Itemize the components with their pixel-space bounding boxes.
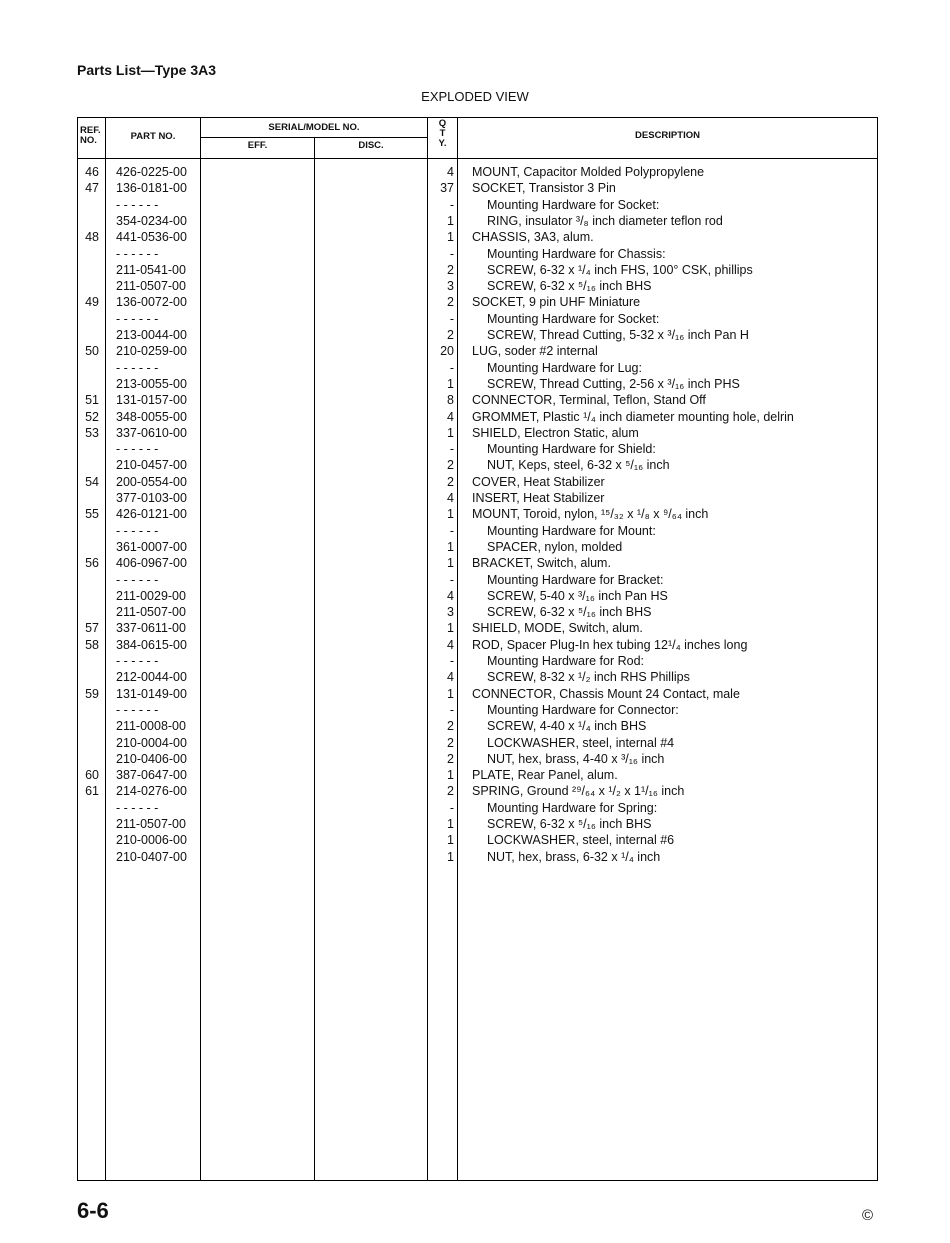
qty-cell: 4 [447, 670, 454, 685]
description-cell: SOCKET, 9 pin UHF Miniature [472, 295, 641, 310]
qty-cell: - [449, 654, 454, 668]
table-row [77, 523, 878, 539]
table-row [77, 490, 878, 506]
description-cell: SHIELD, MODE, Switch, alum. [472, 621, 643, 636]
description-cell: PLATE, Rear Panel, alum. [472, 768, 618, 783]
qty-cell: 1 [447, 833, 454, 848]
table-row [77, 164, 878, 180]
description-cell: Mounting Hardware for Shield: [487, 442, 656, 457]
description-cell: SCREW, 6-32 x ⁵/₁₆ inch BHS [487, 817, 652, 831]
ref-no-cell: 61 [85, 784, 99, 799]
table-bottom-border [77, 1180, 878, 1181]
qty-cell: 2 [447, 474, 454, 489]
table-row [77, 294, 878, 310]
table-top-border [77, 117, 878, 118]
table-row [77, 360, 878, 376]
qty-cell: - [449, 800, 454, 815]
description-cell: Mounting Hardware for Lug: [487, 360, 642, 375]
ref-no-cell: 50 [85, 344, 99, 359]
description-cell: Mounting Hardware for Spring: [487, 800, 658, 815]
ref-no-cell: 59 [85, 686, 99, 701]
table-row [77, 816, 878, 832]
table-row [77, 506, 878, 522]
table-row [77, 735, 878, 751]
ref-no-cell: 54 [85, 474, 99, 489]
description-cell: Mounting Hardware for Socket: [487, 311, 660, 326]
description-cell: SCREW, Thread Cutting, 2-56 x ³/₁₆ inch PHS [487, 376, 740, 391]
ref-no-cell: 60 [85, 768, 99, 783]
qty-cell: 1 [447, 507, 454, 522]
part-no-cell: 406-0967-00 [116, 556, 187, 571]
description-cell: SCREW, 4-40 x ¹/₄ inch BHS [487, 719, 647, 734]
qty-cell: 4 [447, 637, 454, 652]
qty-cell: 1 [447, 425, 454, 440]
qty-cell: 1 [447, 376, 454, 391]
description-cell: SOCKET, Transistor 3 Pin [472, 181, 616, 196]
qty-cell: 1 [447, 768, 454, 783]
part-no-cell: 211-0507-00 [116, 279, 186, 294]
parts-table [77, 117, 878, 1181]
part-no-cell: - - - - - - [116, 360, 159, 375]
table-row [77, 669, 878, 685]
table-row [77, 197, 878, 213]
table-row [77, 229, 878, 245]
description-cell: SCREW, 5-40 x ³/₁₆ inch Pan HS [487, 588, 668, 603]
qty-cell: 3 [447, 605, 454, 620]
part-no-cell: 210-0407-00 [116, 849, 187, 864]
part-no-cell: - - - - - - [116, 197, 159, 212]
qty-cell: - [449, 442, 454, 457]
qty-cell: 4 [447, 165, 454, 179]
description-cell: CONNECTOR, Chassis Mount 24 Contact, male [472, 686, 740, 701]
serial-subheader-rule [200, 137, 428, 138]
table-row [77, 425, 878, 441]
qty-cell: 2 [447, 328, 454, 342]
description-cell: Mounting Hardware for Mount: [487, 523, 656, 538]
qty-cell: 2 [447, 735, 454, 750]
part-no-cell: 210-0004-00 [116, 735, 187, 750]
section-title: Parts List—Type 3A3 [77, 62, 217, 78]
description-cell: LOCKWASHER, steel, internal #4 [487, 735, 675, 750]
description-cell: LUG, soder #2 internal [472, 344, 598, 359]
header-bottom-rule [77, 158, 878, 159]
qty-cell: 4 [447, 588, 454, 603]
description-cell: Mounting Hardware for Chassis: [487, 246, 666, 261]
view-title: EXPLODED VIEW [421, 89, 529, 104]
part-no-cell: 211-0507-00 [116, 817, 186, 831]
description-cell: GROMMET, Plastic ¹/₄ inch diameter mounting hole, delrin [472, 409, 794, 424]
table-row [77, 539, 878, 555]
qty-cell: 2 [447, 719, 454, 734]
ref-no-cell: 46 [85, 165, 99, 179]
part-no-cell: 211-0008-00 [116, 719, 186, 734]
qty-cell: 1 [447, 817, 454, 831]
table-row [77, 604, 878, 620]
table-row [77, 588, 878, 604]
part-no-cell: - - - - - - [116, 311, 159, 326]
part-no-cell: 348-0055-00 [116, 409, 187, 424]
description-cell: SCREW, 8-32 x ¹/₂ inch RHS Phillips [487, 670, 690, 685]
qty-cell: 1 [447, 539, 454, 554]
table-row [77, 620, 878, 636]
table-row [77, 767, 878, 783]
table-row [77, 718, 878, 734]
description-cell: Mounting Hardware for Socket: [487, 197, 660, 212]
description-cell: SCREW, 6-32 x ⁵/₁₆ inch BHS [487, 605, 652, 620]
table-row [77, 327, 878, 343]
part-no-cell: 377-0103-00 [116, 491, 187, 505]
ref-no-cell: 52 [85, 409, 99, 424]
table-row [77, 849, 878, 865]
qty-cell: 37 [440, 181, 454, 196]
part-no-cell: 211-0541-00 [116, 262, 186, 277]
table-row [77, 832, 878, 848]
header-ref-no: REF. NO. [80, 125, 101, 146]
table-row [77, 246, 878, 262]
description-cell: CHASSIS, 3A3, alum. [472, 230, 594, 245]
ref-no-cell: 49 [85, 295, 99, 310]
qty-cell: 2 [447, 262, 454, 277]
table-row [77, 213, 878, 229]
qty-cell: 1 [447, 621, 454, 636]
part-no-cell: 136-0181-00 [116, 181, 187, 196]
table-row [77, 311, 878, 327]
ref-no-cell: 51 [85, 393, 99, 408]
qty-cell: 1 [447, 556, 454, 571]
part-no-cell: - - - - - - [116, 702, 159, 717]
header-disc: DISC. [358, 140, 384, 151]
qty-cell: - [449, 197, 454, 212]
description-cell: ROD, Spacer Plug-In hex tubing 12¹/₄ inches long [472, 637, 748, 652]
part-no-cell: 213-0055-00 [116, 376, 187, 391]
part-no-cell: 211-0029-00 [116, 588, 186, 603]
table-row [77, 653, 878, 669]
qty-cell: - [449, 523, 454, 538]
description-cell: BRACKET, Switch, alum. [472, 556, 611, 571]
part-no-cell: 212-0044-00 [116, 670, 187, 685]
part-no-cell: 210-0006-00 [116, 833, 187, 848]
table-row [77, 376, 878, 392]
part-no-cell: 210-0259-00 [116, 344, 187, 359]
part-no-cell: - - - - - - [116, 654, 159, 668]
table-row [77, 180, 878, 196]
part-no-cell: 426-0225-00 [116, 165, 187, 179]
part-no-cell: - - - - - - [116, 572, 159, 587]
table-row [77, 572, 878, 588]
description-cell: SHIELD, Electron Static, alum [472, 425, 639, 440]
description-cell: MOUNT, Capacitor Molded Polypropylene [472, 165, 705, 179]
table-row [77, 751, 878, 767]
part-no-cell: 210-0406-00 [116, 751, 187, 766]
qty-cell: 4 [447, 491, 454, 505]
table-row [77, 702, 878, 718]
description-cell: NUT, hex, brass, 6-32 x ¹/₄ inch [487, 849, 661, 864]
part-no-cell: - - - - - - [116, 523, 159, 538]
qty-cell: 2 [447, 784, 454, 799]
part-no-cell: 361-0007-00 [116, 539, 187, 554]
description-cell: INSERT, Heat Stabilizer [472, 491, 605, 505]
table-row [77, 343, 878, 359]
table-row [77, 262, 878, 278]
ref-no-cell: 53 [85, 425, 99, 440]
header-serial-model: SERIAL/MODEL NO. [268, 122, 360, 133]
description-cell: SCREW, 6-32 x ⁵/₁₆ inch BHS [487, 279, 652, 294]
part-no-cell: 131-0149-00 [116, 686, 187, 701]
description-cell: Mounting Hardware for Rod: [487, 654, 645, 668]
table-row [77, 392, 878, 408]
table-row [77, 457, 878, 473]
description-cell: MOUNT, Toroid, nylon, ¹⁵/₃₂ x ¹/₈ x ⁹/₆₄ inch [472, 507, 709, 522]
part-no-cell: 211-0507-00 [116, 605, 186, 620]
description-cell: SCREW, 6-32 x ¹/₄ inch FHS, 100° CSK, phillips [487, 262, 753, 277]
header-qty: Q T Y. [438, 118, 447, 149]
description-cell: NUT, hex, brass, 4-40 x ³/₁₆ inch [487, 751, 665, 766]
table-row [77, 409, 878, 425]
part-no-cell: 136-0072-00 [116, 295, 187, 310]
qty-cell: - [449, 572, 454, 587]
part-no-cell: 200-0554-00 [116, 474, 187, 489]
qty-cell: - [449, 246, 454, 261]
table-row [77, 686, 878, 702]
copyright-mark: © [862, 1207, 874, 1224]
description-cell: COVER, Heat Stabilizer [472, 474, 605, 489]
table-row [77, 441, 878, 457]
qty-cell: - [449, 311, 454, 326]
part-no-cell: 384-0615-00 [116, 637, 187, 652]
table-row [77, 800, 878, 816]
qty-cell: 8 [447, 393, 454, 408]
part-no-cell: - - - - - - [116, 442, 159, 457]
ref-no-cell: 48 [85, 230, 99, 245]
qty-cell: - [449, 702, 454, 717]
description-cell: SCREW, Thread Cutting, 5-32 x ³/₁₆ inch Pan H [487, 328, 749, 342]
qty-cell: 1 [447, 230, 454, 245]
table-row [77, 555, 878, 571]
part-no-cell: 426-0121-00 [116, 507, 187, 522]
ref-no-cell: 55 [85, 507, 99, 522]
description-cell: RING, insulator ³/₈ inch diameter teflon rod [487, 213, 723, 228]
header-part-no: PART NO. [130, 131, 176, 142]
qty-cell: 20 [440, 344, 454, 359]
qty-cell: 1 [447, 686, 454, 701]
part-no-cell: 354-0234-00 [116, 213, 187, 228]
part-no-cell: 387-0647-00 [116, 768, 187, 783]
qty-cell: 2 [447, 295, 454, 310]
ref-no-cell: 57 [85, 621, 99, 636]
qty-cell: 4 [447, 409, 454, 424]
ref-no-cell: 56 [85, 556, 99, 571]
part-no-cell: 337-0610-00 [116, 425, 187, 440]
table-row [77, 783, 878, 799]
part-no-cell: - - - - - - [116, 800, 159, 815]
description-cell: Mounting Hardware for Connector: [487, 702, 679, 717]
description-cell: NUT, Keps, steel, 6-32 x ⁵/₁₆ inch [487, 458, 670, 473]
table-row [77, 474, 878, 490]
qty-cell: 1 [447, 213, 454, 228]
part-no-cell: 214-0276-00 [116, 784, 187, 799]
description-cell: Mounting Hardware for Bracket: [487, 572, 664, 587]
part-no-cell: 337-0611-00 [116, 621, 186, 636]
part-no-cell: 213-0044-00 [116, 328, 187, 342]
qty-cell: - [449, 360, 454, 375]
qty-cell: 2 [447, 458, 454, 473]
header-eff: EFF. [247, 140, 268, 151]
page-number: 6-6 [77, 1198, 109, 1223]
ref-no-cell: 58 [85, 637, 99, 652]
part-no-cell: 441-0536-00 [116, 230, 187, 245]
description-cell: CONNECTOR, Terminal, Teflon, Stand Off [472, 393, 706, 408]
qty-cell: 2 [447, 751, 454, 766]
description-cell: LOCKWASHER, steel, internal #6 [487, 833, 675, 848]
part-no-cell: - - - - - - [116, 246, 159, 261]
header-description: DESCRIPTION [635, 130, 700, 141]
part-no-cell: 131-0157-00 [116, 393, 187, 408]
part-no-cell: 210-0457-00 [116, 458, 187, 473]
ref-no-cell: 47 [85, 181, 99, 196]
table-row [77, 278, 878, 294]
description-cell: SPRING, Ground ²⁹/₆₄ x ¹/₂ x 1¹/₁₆ inch [472, 784, 685, 799]
table-row [77, 637, 878, 653]
description-cell: SPACER, nylon, molded [487, 539, 623, 554]
qty-cell: 3 [447, 279, 454, 294]
qty-cell: 1 [447, 849, 454, 864]
